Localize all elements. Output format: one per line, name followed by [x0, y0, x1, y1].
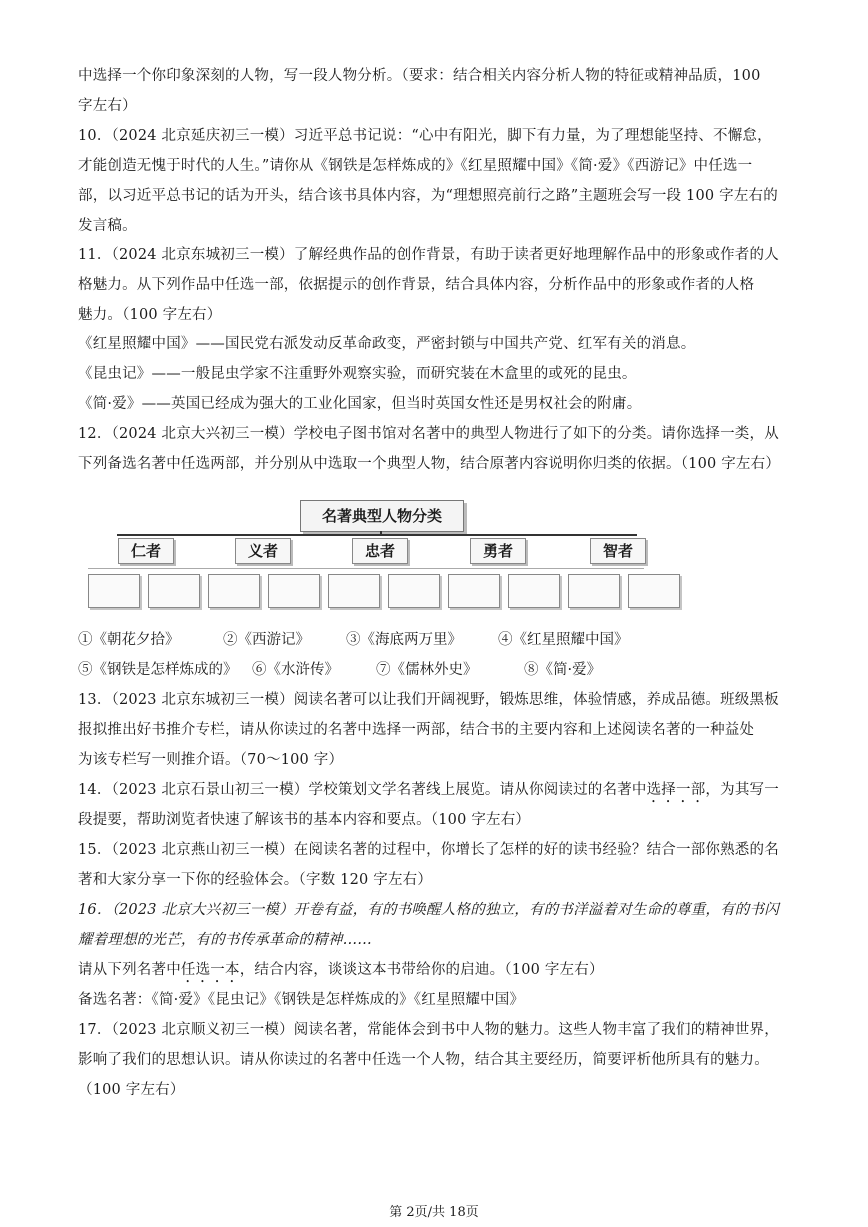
question-10: 10．（2024 北京延庆初三一模）习近平总书记说：“心中有阳光，脚下有力量，为了理想能坚持、不懈怠，	[78, 128, 772, 144]
connector	[117, 534, 637, 536]
text-line: 备选名著：《简·爱》《昆虫记》《钢铁是怎样炼成的》《红星照耀中国》	[78, 992, 525, 1008]
text-line: 《简·爱》——英国已经成为强大的工业化国家，但当时英国女性还是男权社会的附庸。	[78, 396, 642, 412]
text-line: 《昆虫记》——一般昆虫学家不注重野外观察实验，而研究装在木盒里的或死的昆虫。	[78, 366, 637, 382]
empty-answer-box	[148, 574, 200, 608]
question-14: 14．（2023 北京石景山初三一模）学校策划文学名著线上展览。请从你阅读过的名著中选择一部，为其写一	[78, 782, 779, 798]
question-13: 13．（2023 北京东城初三一模）阅读名著可以让我们开阔视野，锻炼思维，体验情感，养成品德。班级黑板	[78, 692, 779, 708]
text-line: 请从下列名著中任选一本，结合内容，谈谈这本书带给你的启迪。（100 字左右）	[78, 962, 604, 978]
empty-answer-box	[568, 574, 620, 608]
category-box: 勇者	[470, 538, 526, 564]
text-line: 发言稿。	[78, 218, 137, 234]
empty-answer-box	[448, 574, 500, 608]
book-option: ③《海底两万里》	[346, 632, 462, 648]
text-line: 格魅力。从下列作品中任选一部，依据提示的创作背景，结合具体内容，分析作品中的形象或作者的人格	[78, 277, 755, 293]
text-line: 耀着理想的光芒，有的书传承革命的精神……	[78, 932, 372, 948]
category-box: 智者	[590, 538, 646, 564]
question-17: 17．（2023 北京顺义初三一模）阅读名著，常能体会到书中人物的魅力。这些人物丰富了我们的精神世界，	[78, 1022, 779, 1038]
empty-answer-box	[628, 574, 680, 608]
empty-answer-box	[208, 574, 260, 608]
text-line: 为该专栏写一则推介语。（70～100 字）	[78, 752, 344, 768]
text-line: 著和大家分享一下你的经验体会。（字数 120 字左右）	[78, 872, 433, 888]
text-line: （100 字左右）	[78, 1082, 185, 1098]
book-option: ①《朝花夕拾》	[78, 632, 180, 648]
book-option: ②《西游记》	[223, 632, 310, 648]
question-11: 11．（2024 北京东城初三一模）了解经典作品的创作背景，有助于读者更好地理解作品中的形象或作者的人	[78, 247, 779, 263]
text-line: 报拟推出好书推介专栏，请从你读过的名著中选择一两部，结合书的主要内容和上述阅读名著的一种益处	[78, 722, 755, 738]
question-12: 12．（2024 北京大兴初三一模）学校电子图书馆对名著中的典型人物进行了如下的分类。请你选择一类，从	[78, 426, 779, 442]
page-number: 第 2页/共 18页	[389, 1205, 479, 1220]
diagram-title: 名著典型人物分类	[300, 500, 464, 532]
book-option: ④《红星照耀中国》	[498, 632, 629, 648]
emphasized-text: 任选一本	[180, 962, 240, 978]
connector	[88, 568, 644, 569]
text-line: 下列备选名著中任选两部，并分别从中选取一个典型人物，结合原著内容说明你归类的依据。（100 字左右）	[78, 456, 781, 472]
empty-answer-box	[328, 574, 380, 608]
question-16: 16．（2023 北京大兴初三一模）开卷有益，有的书唤醒人格的独立，有的书洋溢着对生命的尊重，有的书闪	[78, 902, 779, 918]
text-line: 才能创造无愧于时代的人生。”请你从《钢铁是怎样炼成的》《红星照耀中国》《简·爱》《西游记》中任选一	[78, 158, 753, 174]
book-option: ⑦《儒林外史》	[376, 662, 478, 678]
classification-diagram	[84, 494, 684, 618]
empty-answer-box	[88, 574, 140, 608]
text-line: 段提要，帮助浏览者快速了解该书的基本内容和要点。（100 字左右）	[78, 812, 531, 828]
category-box: 忠者	[352, 538, 408, 564]
book-option: ⑤《钢铁是怎样炼成的》	[78, 662, 238, 678]
text-line: 《红星照耀中国》——国民党右派发动反革命政变，严密封锁与中国共产党、红军有关的消息。	[78, 336, 696, 352]
book-option: ⑥《水浒传》	[252, 662, 339, 678]
emphasized-text: 选择一部	[646, 782, 706, 798]
empty-answer-box	[268, 574, 320, 608]
text-line: 中选择一个你印象深刻的人物，写一段人物分析。（要求：结合相关内容分析人物的特征或精神品质，100	[78, 68, 761, 84]
text-line: 部，以习近平总书记的话为开头，结合该书具体内容，为“理想照亮前行之路”主题班会写一段 100 字左右的	[78, 188, 778, 204]
category-box: 仁者	[118, 538, 174, 564]
text-line: 魅力。（100 字左右）	[78, 307, 222, 323]
empty-answer-box	[508, 574, 560, 608]
text-line: 字左右）	[78, 98, 137, 114]
question-15: 15．（2023 北京燕山初三一模）在阅读名著的过程中，你增长了怎样的好的读书经验？结合一部你熟悉的名	[78, 842, 779, 858]
category-box: 义者	[235, 538, 291, 564]
text-line: 影响了我们的思想认识。请从你读过的名著中任选一个人物，结合其主要经历，简要评析他所具有的魅力。	[78, 1052, 769, 1068]
empty-answer-box	[388, 574, 440, 608]
book-option: ⑧《简·爱》	[524, 662, 602, 678]
